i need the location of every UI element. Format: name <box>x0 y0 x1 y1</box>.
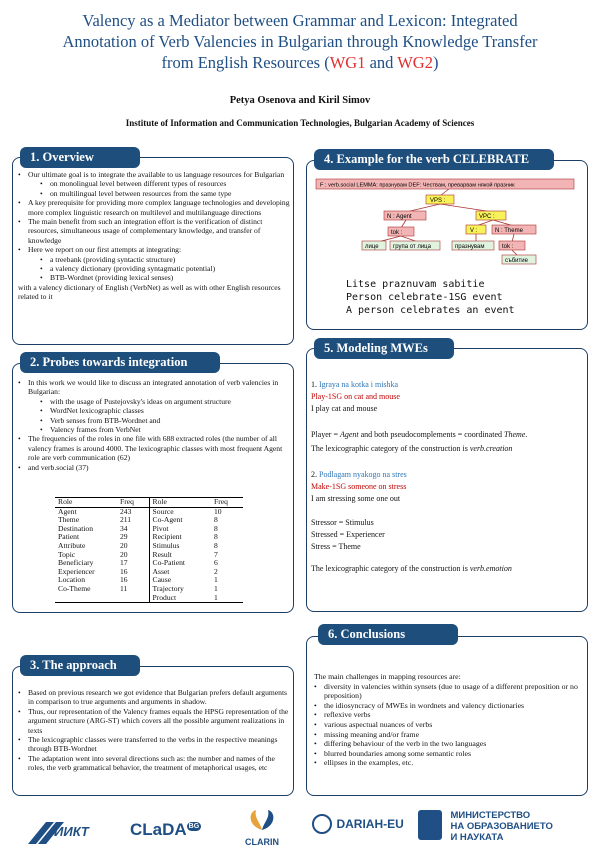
overview-body <box>18 170 290 302</box>
role-cell-right: Recipient <box>152 532 182 542</box>
poster-title <box>20 10 580 73</box>
overview-sub-5: • BTB-Wordnet (providing lexical senses) <box>40 273 290 282</box>
mwe-example-1-gloss: Play-1SG on cat and mouse <box>311 392 400 401</box>
mwe-example-1-bg: Igraya na kotka i mishka <box>319 380 399 389</box>
freq-cell-left: 16 <box>117 576 149 585</box>
probes-sub-3: • Verb senses from BTB-Wordnet and <box>40 416 290 425</box>
approach-body <box>18 688 290 773</box>
ministry-logo <box>418 810 553 843</box>
conclusions-bullet-8: • ellipses in the examples, etc. <box>314 758 582 768</box>
overview-sub-4: • a valency dictionary (providing syntagmatic potential) <box>40 264 290 273</box>
wg1-label: WG1 <box>329 53 366 72</box>
probes-bullet-2: • The frequencies of the roles in one file with 688 extracted roles (the number of all valency frames is around 4000. The lexicographic classes with most frequent Agent role are verb communication (62) <box>18 434 290 462</box>
n-agent-node-label: N : Agent <box>387 214 412 220</box>
probes-body <box>18 378 290 472</box>
role-cell-left: Beneficiary <box>58 558 94 568</box>
col-freq-right: Freq <box>211 498 243 508</box>
word-4: събитие <box>505 258 528 264</box>
freq-cell-left: 20 <box>117 542 149 551</box>
mwe-example-1-class <box>311 443 583 455</box>
overview-sub-1: • on monolingual level between different types of resources <box>40 179 290 188</box>
role-cell-left: Patient <box>58 532 80 542</box>
dariah-logo-text: DARIAH-EU <box>336 817 404 831</box>
freq-cell-left <box>117 594 149 603</box>
roles-mid: and both pseudocomplements = coordinated <box>358 430 504 439</box>
n-theme-node-label: N : Theme <box>495 228 523 234</box>
clarin-logo-mark <box>242 806 282 832</box>
approach-bullet-4: • The adaptation went into several directions such as: the number and names of the roles, the verb grammatical behavior, the treatment of metaphorical usages, etc <box>18 754 290 773</box>
role-cell-right: Stimulus <box>152 540 180 550</box>
title-line-3 <box>20 52 580 73</box>
mwe-example-2-en: I am stressing some one out <box>311 494 401 503</box>
conclusions-intro: The main challenges in mapping resources are: <box>314 672 461 681</box>
example-heading: 4. Example for the verb CELEBRATE <box>314 149 554 170</box>
role-frequency-table <box>55 497 243 603</box>
clarin-logo <box>232 806 292 856</box>
probes-bullet-3: • and verb.social (37) <box>18 463 290 472</box>
probes-sub-4: • Valency frames from VerbNet <box>40 425 290 434</box>
class-1-value: verb.creation <box>469 444 513 453</box>
freq-cell-right: 8 <box>214 540 218 550</box>
title-line-3-pre: from English Resources ( <box>161 53 330 72</box>
role-cell-right: Co-Agent <box>152 515 183 525</box>
clarin-logo-text: CLARIN <box>245 837 279 847</box>
freq-cell-left: 20 <box>117 551 149 560</box>
class-1-pre: The lexicographic category of the construction is <box>311 444 470 453</box>
mwe-example-2-role-2: Stressed = Experiencer <box>311 530 385 539</box>
approach-heading: 3. The approach <box>20 655 140 676</box>
approach-bullet-2: • Thus, our representation of the Valency frames equals the HPSG representation of the argument structure (ARG-ST) which covers all the possible argument realizations in texts <box>18 707 290 735</box>
role-cell-right: Cause <box>152 575 172 585</box>
freq-cell-right: 8 <box>214 523 218 533</box>
freq-cell-left: 29 <box>117 533 149 542</box>
freq-cell-right: 7 <box>214 549 218 559</box>
dariah-logo <box>312 814 404 834</box>
mwe-example-1 <box>311 379 583 391</box>
freq-cell-right: 1 <box>214 592 218 602</box>
conclusions-bullet-4: • various aspectual nuances of verbs <box>314 720 582 730</box>
valency-tree-diagram <box>306 170 588 270</box>
roles-agent: Agent <box>339 430 359 439</box>
probes-bullet-1: • In this work we would like to discuss an integrated annotation of verb valencies in Bulgarian: <box>18 378 290 397</box>
title-line-1: Valency as a Mediator between Grammar and Lexicon: Integrated <box>82 11 518 30</box>
iict-logo <box>28 818 98 846</box>
role-cell-left: Theme <box>58 515 80 525</box>
mwe-example-2-gloss: Make-1SG someone on stress <box>311 482 407 491</box>
col-role-right: Role <box>149 498 211 508</box>
freq-cell-left: 243 <box>117 507 149 516</box>
table-row <box>55 594 243 603</box>
overview-sub-3: • a treebank (providing syntactic structure) <box>40 255 290 264</box>
word-3: празнувам <box>455 244 485 250</box>
role-cell-left: Location <box>58 575 85 585</box>
freq-cell-left: 211 <box>117 516 149 525</box>
freq-cell-left: 17 <box>117 559 149 568</box>
mwe-example-2 <box>311 469 583 481</box>
clada-logo-text: CLaDA <box>130 820 187 839</box>
role-cell-left: Destination <box>58 523 94 533</box>
mwe-example-1-number: 1. <box>311 380 319 389</box>
freq-cell-left: 11 <box>117 585 149 594</box>
approach-bullet-1: • Based on previous research we got evidence that Bulgarian prefers default arguments in comparison to true arguments and arguments in shadow. <box>18 688 290 707</box>
wg2-label: WG2 <box>397 53 433 72</box>
logo-bar <box>0 800 600 860</box>
mwe-example-2-number: 2. <box>311 470 319 479</box>
roles-theme: Theme <box>504 430 526 439</box>
tok-node-1-label: tok : <box>391 230 403 236</box>
freq-cell-right: 1 <box>214 575 218 585</box>
mwe-example-2-class <box>311 563 583 575</box>
overview-sub-2: • on multilingual level between resources from the same type <box>40 189 290 198</box>
role-cell-left <box>55 594 117 603</box>
role-cell-right: Source <box>152 506 174 516</box>
freq-cell-left: 16 <box>117 568 149 577</box>
word-2: група от лица <box>393 244 431 250</box>
ministry-line-1: МИНИСТЕРСТВО <box>450 810 531 821</box>
probes-heading: 2. Probes towards integration <box>20 352 220 373</box>
word-1: лице <box>365 244 379 250</box>
conclusions-bullet-2: • the idiosyncracy of MWEs in wordnets and valency dictionaries <box>314 701 582 711</box>
freq-cell-right: 6 <box>214 558 218 568</box>
iict-logo-text: ИИКТ <box>54 824 89 839</box>
role-cell-left: Topic <box>58 549 76 559</box>
vps-node-label: VPS : <box>430 198 446 204</box>
conclusions-bullet-7: • blurred boundaries among some semantic roles <box>314 749 582 759</box>
mwe-body <box>311 379 583 575</box>
title-and: and <box>365 53 398 72</box>
col-freq-left: Freq <box>117 498 149 508</box>
role-cell-right: Asset <box>152 566 170 576</box>
role-cell-right: Pivot <box>152 523 169 533</box>
gloss-line-3: A person celebrates an event <box>346 305 515 316</box>
probes-sub-2: • WordNet lexicographic classes <box>40 406 290 415</box>
affiliation: Institute of Information and Communication Technologies, Bulgarian Academy of Sciences <box>125 118 475 128</box>
probes-sub-1: • with the usage of Pustejovsky's ideas on argument structure <box>40 397 290 406</box>
class-2-value: verb.emotion <box>469 564 512 573</box>
role-cell-left: Agent <box>58 506 77 516</box>
class-2-pre: The lexicographic category of the construction is <box>311 564 470 573</box>
conclusions-heading: 6. Conclusions <box>318 624 458 645</box>
freq-cell-right: 10 <box>214 506 222 516</box>
ministry-logo-lines <box>450 810 552 843</box>
example-gloss <box>346 278 515 317</box>
role-cell-right: Result <box>152 549 172 559</box>
mwe-example-1-roles <box>311 429 583 441</box>
v-node-label: V : <box>470 228 478 234</box>
clada-logo <box>130 820 201 840</box>
mwe-example-2-role-3: Stress = Theme <box>311 542 361 551</box>
ministry-line-3: И НАУКАТА <box>450 832 504 843</box>
clada-logo-sup: BG <box>188 823 200 831</box>
overview-heading: 1. Overview <box>20 147 140 168</box>
conclusions-body <box>314 672 582 768</box>
approach-bullet-3: • The lexicographic classes were transferred to the verbs in the respective meanings through BTB-Wordnet <box>18 735 290 754</box>
mwe-heading: 5. Modeling MWEs <box>314 338 454 359</box>
mwe-example-2-role-1: Stressor = Stimulus <box>311 518 374 527</box>
ministry-crest-icon <box>418 810 442 840</box>
dariah-logo-mark <box>312 814 332 834</box>
gloss-line-1: Litse praznuvam sabitie <box>346 279 485 290</box>
overview-tail: with a valency dictionary of English (VerbNet) as well as with other English resources related to it <box>18 282 281 302</box>
ministry-line-2: НА ОБРАЗОВАНИЕТО <box>450 821 553 832</box>
role-cell-right: Product <box>152 592 177 602</box>
role-cell-left: Attribute <box>58 540 86 550</box>
conclusions-bullet-6: • differing behaviour of the verb in the two languages <box>314 739 582 749</box>
overview-bullet-4: • Here we report on our first attempts at integrating: <box>18 245 290 254</box>
overview-bullet-3: • The main benefit from such an integration effort is the verification of distinct resources, simultaneous usage of complementary knowledge, and transfer of knowledge <box>18 217 290 245</box>
col-role-left: Role <box>55 498 117 508</box>
freq-cell-right: 8 <box>214 532 218 542</box>
gloss-line-2: Person celebrate-1SG event <box>346 292 503 303</box>
tok-node-2-label: tok : <box>502 244 514 250</box>
freq-cell-right: 8 <box>214 515 218 525</box>
role-cell-right: Trajectory <box>152 583 184 593</box>
role-cell-left: Experiencer <box>58 566 95 576</box>
title-line-3-post: ) <box>432 53 439 72</box>
overview-bullet-2: • A key prerequisite for providing more complex language technologies and developing more complex linguistic research on multilevel and multilanguage directions <box>18 198 290 217</box>
mwe-example-1-en: I play cat and mouse <box>311 404 378 413</box>
conclusions-bullet-5: • missing meaning and/or frame <box>314 730 582 740</box>
vpc-node-label: VPC : <box>479 214 495 220</box>
top-node-label: F : verb.social LEMMA: празнувам DEF: Чествам, преварвам някой празник <box>320 182 515 189</box>
role-cell-left: Co-Theme <box>58 583 91 593</box>
roles-post: . <box>525 430 528 439</box>
freq-cell-left: 34 <box>117 525 149 534</box>
freq-cell-right: 2 <box>214 566 218 576</box>
roles-pre: Player = <box>311 430 340 439</box>
conclusions-bullet-1: • diversity in valencies within synsets (due to usage of a different preposition or no preposition) <box>314 682 582 701</box>
authors: Petya Osenova and Kiril Simov <box>229 95 371 106</box>
freq-cell-right: 1 <box>214 583 218 593</box>
overview-bullet-1: • Our ultimate goal is to integrate the available to us language resources for Bulgarian <box>18 170 290 179</box>
mwe-example-2-bg: Podlagam nyakogo na stres <box>319 470 407 479</box>
title-line-2: Annotation of Verb Valencies in Bulgarian through Knowledge Transfer <box>62 32 538 51</box>
conclusions-bullet-3: • reflexive verbs <box>314 710 582 720</box>
role-cell-right: Co-Patient <box>152 558 185 568</box>
